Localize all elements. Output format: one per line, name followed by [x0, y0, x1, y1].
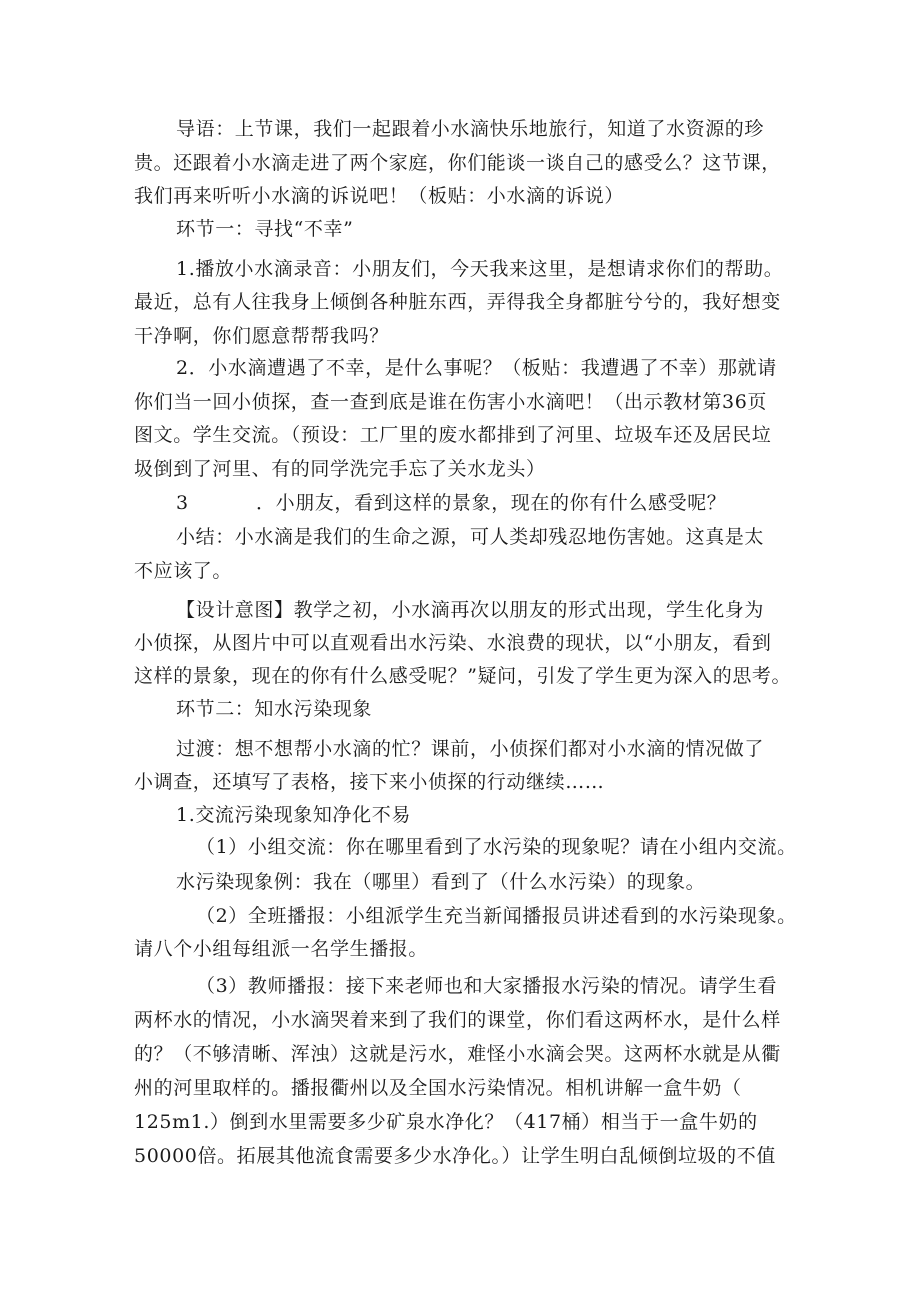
paragraph-line: 这样的景象，现在的你有什么感受呢？”疑问，引发了学生更为深入的思考。 — [134, 665, 792, 687]
paragraph-line: 小侦探，从图片中可以直观看出水污染、水浪费的现状，以“小朋友，看到 — [134, 632, 772, 654]
paragraph-line: 小结：小水滴是我们的生命之源，可人类却残忍地伤害她。这真是太 — [176, 526, 765, 548]
section-heading: 环节二：知水污染现象 — [176, 698, 373, 720]
paragraph-line: ．小朋友，看到这样的景象，现在的你有什么感受呢？ — [256, 492, 727, 514]
paragraph-line: 图文。学生交流。（预设：工厂里的废水都排到了河里、垃圾车还及居民垃 — [134, 424, 772, 446]
paragraph-line: 贵。还跟着小水滴走进了两个家庭，你们能谈一谈自己的感受么？这节课， — [134, 152, 781, 174]
section-heading: 环节一：寻找“不幸” — [176, 218, 354, 240]
paragraph-line: 我们再来听听小水滴的诉说吧！（板贴：小水滴的诉说） — [134, 185, 625, 207]
subheading: 1.交流污染现象知净化不易 — [176, 804, 411, 826]
paragraph-line: 不应该了。 — [134, 560, 233, 582]
paragraph-line: 小调查，还填写了表格，接下来小侦探的行动继续…… — [134, 771, 605, 793]
list-number: 3 — [176, 492, 189, 514]
paragraph-line: （3）教师播报：接下来老师也和大家播报水污染的情况。请学生看 — [196, 975, 778, 997]
paragraph-line: 125m1.）倒到水里需要多少矿泉水净化？（417桶）相当于一盒牛奶的 — [134, 1111, 758, 1133]
paragraph-line: 最近，总有人往我身上倾倒各种脏东西，弄得我全身都脏兮兮的，我好想变 — [134, 291, 781, 313]
paragraph-line: 水污染现象例：我在（哪里）看到了（什么水污染）的现象。 — [176, 871, 706, 893]
paragraph-line: 你们当一回小侦探，查一查到底是谁在伤害小水滴吧！（出示教材第36页 — [134, 391, 767, 413]
paragraph-line: 导语：上节课，我们一起跟着小水滴快乐地旅行，知道了水资源的珍 — [176, 118, 765, 140]
paragraph-line: （1）小组交流：你在哪里看到了水污染的现象呢？请在小组内交流。 — [196, 836, 797, 858]
paragraph-line: 两杯水的情况，小水滴哭着来到了我们的课堂，你们看这两杯水，是什么样 — [134, 1009, 781, 1031]
paragraph-line: 州的河里取样的。播报衢州以及全国水污染情况。相机讲解一盒牛奶（ — [134, 1077, 742, 1099]
paragraph-line: 请八个小组每组派一名学生播报。 — [134, 938, 429, 960]
paragraph-line: 圾倒到了河里、有的同学洗完手忘了关水龙头） — [134, 458, 546, 480]
paragraph-line: 2．小水滴遭遇了不幸，是什么事呢？（板贴：我遭遇了不幸）那就请 — [176, 357, 777, 379]
paragraph-line: 【设计意图】教学之初，小水滴再次以朋友的形式出现，学生化身为 — [176, 599, 765, 621]
paragraph-line: （2）全班播报：小组派学生充当新闻播报员讲述看到的水污染现象。 — [196, 905, 797, 927]
paragraph-line: 50000倍。拓展其他流食需要多少水净化。）让学生明白乱倾倒垃圾的不值 — [134, 1145, 776, 1167]
paragraph-line: 的？（不够清晰、浑浊）这就是污水，难怪小水滴会哭。这两杯水就是从衢 — [134, 1043, 781, 1065]
paragraph-line: 1.播放小水滴录音：小朋友们，今天我来这里，是想请求你们的帮助。 — [176, 258, 784, 280]
paragraph-line: 过渡：想不想帮小水滴的忙？课前，小侦探们都对小水滴的情况做了 — [176, 738, 765, 760]
paragraph-line: 干净啊，你们愿意帮帮我吗？ — [134, 325, 389, 347]
